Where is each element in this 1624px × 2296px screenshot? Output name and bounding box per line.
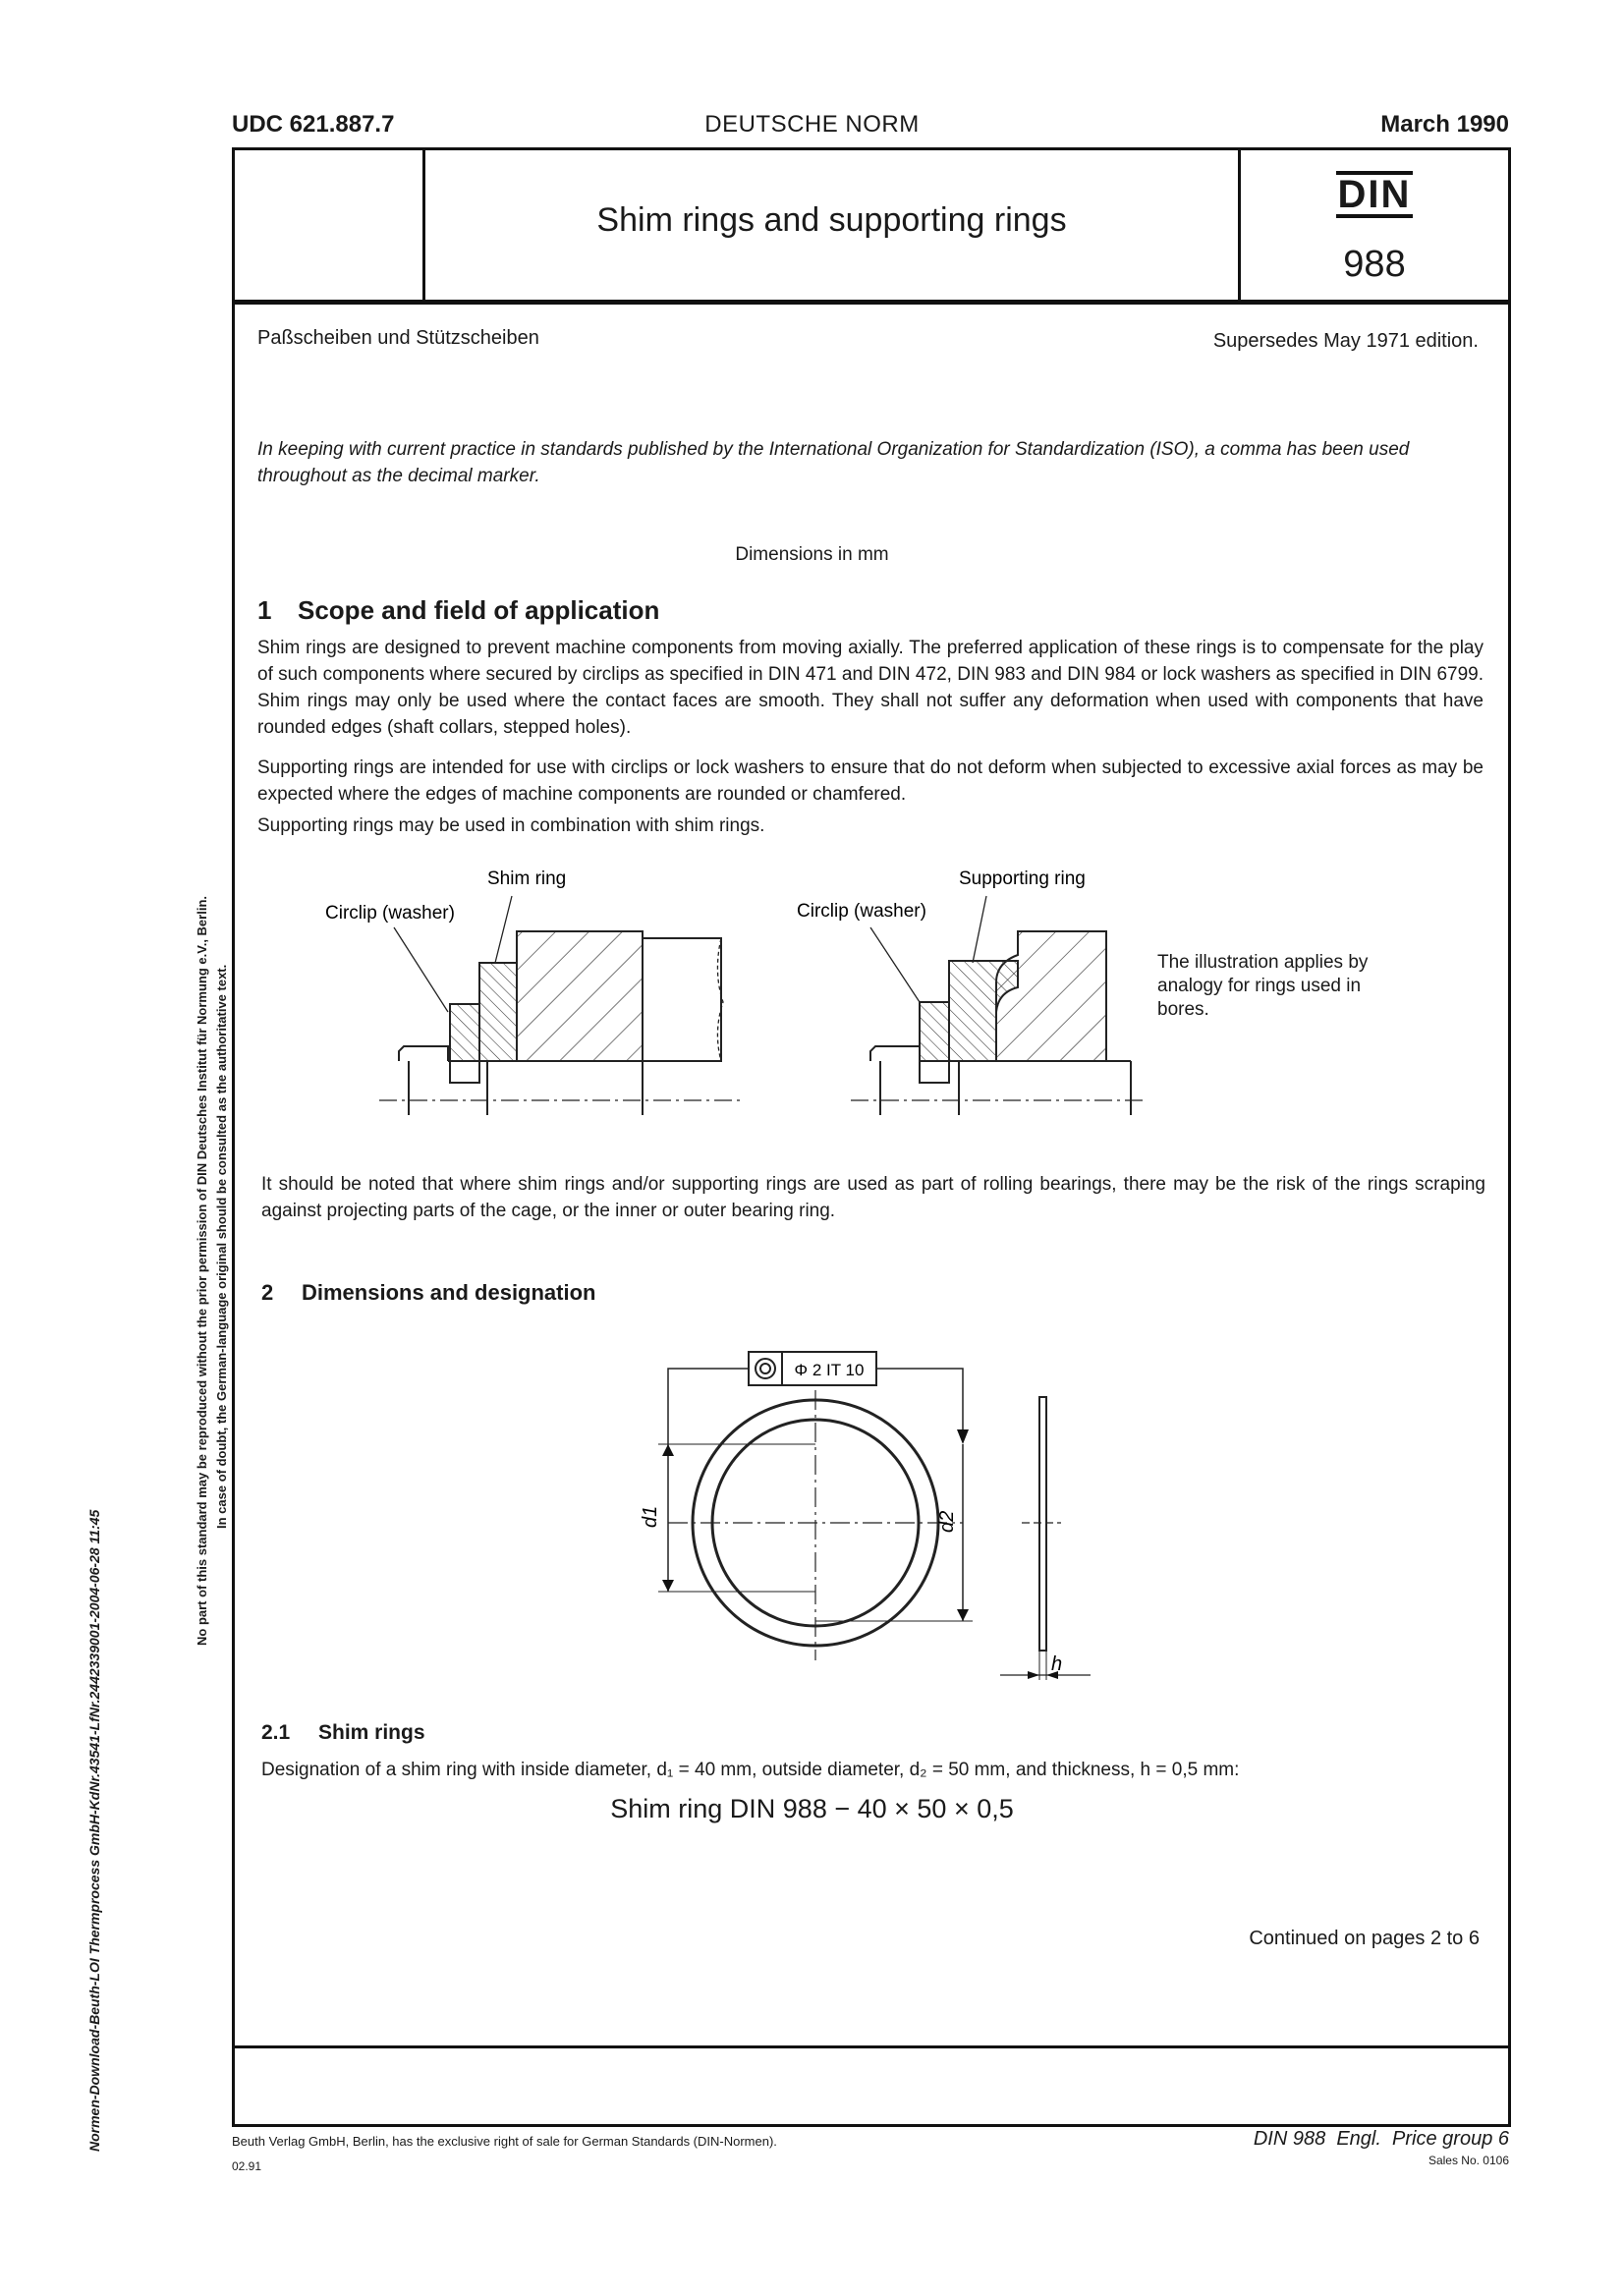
fig1-machine-component [517, 931, 643, 1061]
standard-number: 988 [1343, 244, 1406, 285]
supersedes-note: Supersedes May 1971 edition. [1212, 330, 1479, 352]
fig1-shim-ring-label: Shim ring [487, 868, 567, 889]
designation-text: Designation of a shim ring with inside diameter, d₁ = 40 mm, outside diameter, d₂ = 50 mm, and thickness, h = 0,5 mm: [261, 1760, 1240, 1780]
dimensions-note: Dimensions in mm [735, 544, 889, 565]
fig1-circlip [450, 1004, 479, 1061]
section21-heading: Shim rings [318, 1721, 425, 1744]
iso-note: In keeping with current practice in standards published by the International Organization for Standardization (ISO), a comma has been used throughout as the decimal marker. [257, 439, 1410, 486]
shim-ring-dimension-drawing [629, 1336, 1120, 1690]
fig1-shaft-chamfer [399, 1046, 448, 1061]
continued-note: Continued on pages 2 to 6 [1249, 1928, 1480, 1949]
german-title: Paßscheiben und Stützscheiben [257, 327, 539, 349]
section2-number: 2 [261, 1280, 274, 1305]
section1-paragraph-4: It should be noted that where shim rings and/or supporting rings are used as part of rolling bearings, there may be the risk of the rings scraping against projecting parts of the cage, or the inner or outer bearing ring. [261, 1174, 1485, 1221]
fig1-circlip-leader [394, 927, 448, 1012]
date-code: 02.91 [232, 2159, 262, 2173]
section1-number: 1 [257, 595, 272, 625]
sales-number: Sales No. 0106 [1428, 2154, 1509, 2167]
section2-heading: Dimensions and designation [302, 1280, 596, 1305]
fig2-circlip-label: Circlip (washer) [797, 901, 926, 922]
fig2-machine-component [996, 931, 1106, 1061]
supporting-ring-figure [797, 868, 1146, 1115]
figure-note: The illustration applies by analogy for rings used in bores. [1157, 952, 1369, 1020]
fig2-supporting-ring-label: Supporting ring [959, 868, 1086, 889]
din-logo [1241, 171, 1508, 218]
footer-divider [235, 2045, 1508, 2048]
authoritative-text-note: In case of doubt, the German-language original should be consulted as the authoritative text. [214, 964, 229, 1529]
fig2-shaft-chamfer [870, 1046, 920, 1061]
ring-side-view [1039, 1397, 1046, 1651]
designation-example: Shim ring DIN 988 − 40 × 50 × 0,5 [610, 1794, 1014, 1823]
section1-heading: Scope and field of application [298, 595, 660, 625]
din-logo-text: DIN [1337, 173, 1412, 216]
doc-reference: DIN 988 Engl. Price group 6 [1253, 2128, 1509, 2150]
fig1-shim-ring [479, 963, 517, 1061]
udc-number: UDC 621.887.7 [232, 111, 395, 138]
section21-number: 2.1 [261, 1721, 291, 1744]
norm-label: DEUTSCHE NORM [704, 111, 920, 138]
section1-paragraph-2: Supporting rings are intended for use with circlips or lock washers to ensure that do not deform when subjected to excessive axial forces as may be expected where the edges of machine components are rounded or chamfered. [257, 757, 1484, 805]
document-title: Shim rings and supporting rings [596, 201, 1067, 239]
issue-date: March 1990 [1380, 111, 1509, 138]
copyright-note: No part of this standard may be reproduced without the prior permission of DIN Deutsches Institut für Normung e.V., Berlin. [195, 896, 209, 1646]
fig2-circlip [920, 1002, 949, 1061]
d2-label: d2 [936, 1510, 958, 1533]
section1-paragraph-1: Shim rings are designed to prevent machine components from moving axially. The preferred application of these rings is to compensate for the play of such components where secured by circlips as specified in DIN 471 and DIN 472, DIN 983 and DIN 984 or lock washers as specified in DIN 6799. Shim rings may only be used where the contact faces are smooth. They shall not suffer any deformation when used with components that have rounded edges (shaft collars, stepped holes). [257, 638, 1484, 738]
tolerance-value: Φ 2 IT 10 [794, 1361, 865, 1379]
shim-ring-figure [325, 868, 743, 1115]
h-label: h [1051, 1653, 1063, 1675]
download-stamp: Normen-Download-Beuth-LOI Thermprocess GmbH-KdNr.43541-LfNr.2442339001-2004-06-28 11:45 [86, 1509, 102, 2152]
section1-paragraph-3: Supporting rings may be used in combination with shim rings. [257, 815, 765, 836]
publisher-note: Beuth Verlag GmbH, Berlin, has the exclusive right of sale for German Standards (DIN-Normen). [232, 2134, 777, 2149]
d1-label: d1 [640, 1505, 661, 1528]
fig1-shim-leader [495, 896, 512, 963]
fig1-component [643, 938, 721, 1061]
fig1-circlip-label: Circlip (washer) [325, 903, 455, 924]
